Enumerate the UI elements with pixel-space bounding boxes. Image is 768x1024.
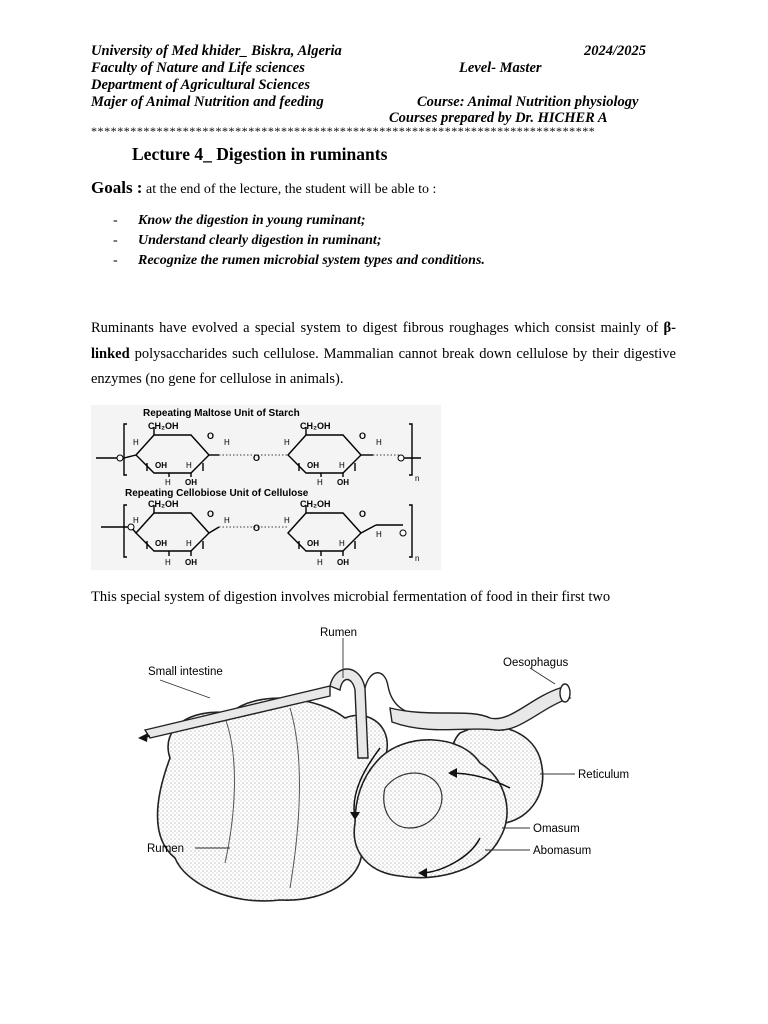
svg-text:H: H: [165, 478, 171, 487]
label-abomasum: Abomasum: [533, 845, 592, 857]
svg-text:H: H: [376, 438, 382, 447]
svg-text:OH: OH: [155, 539, 167, 548]
svg-text:OH: OH: [337, 558, 349, 567]
svg-text:OH: OH: [307, 539, 319, 548]
svg-text:H: H: [339, 539, 345, 548]
label-oesophagus: Oesophagus: [503, 657, 569, 669]
svg-text:O: O: [359, 509, 367, 519]
svg-text:OH: OH: [185, 558, 197, 567]
svg-text:OH: OH: [337, 478, 349, 487]
starch-title: Repeating Maltose Unit of Starch: [143, 408, 300, 419]
goals-intro: at the end of the lecture, the student will be able to :: [145, 182, 437, 197]
starch-cellulose-figure: [91, 405, 441, 570]
svg-text:H: H: [317, 558, 323, 567]
header-course: Course: Animal Nutrition physiology: [417, 94, 639, 110]
svg-text:O: O: [253, 453, 261, 463]
label-small-intestine: Small intestine: [148, 666, 223, 678]
cellulose-title: Repeating Cellobiose Unit of Cellulose: [125, 488, 309, 499]
header-separator: *****************************************************************************: [91, 124, 596, 138]
goals-label: Goals :: [91, 178, 143, 197]
goals-list: [113, 211, 485, 271]
svg-text:O: O: [207, 509, 215, 519]
goal-item: - Know the digestion in young ruminant;: [113, 213, 366, 228]
oesophagus-tube: [390, 688, 570, 730]
svg-text:H: H: [186, 461, 192, 470]
header-level: Level- Master: [459, 60, 542, 76]
svg-text:CH₂OH: CH₂OH: [148, 499, 179, 509]
beta-linked-term: β-linked: [91, 320, 676, 362]
label-omasum: Omasum: [533, 823, 580, 835]
svg-text:n: n: [415, 474, 420, 483]
svg-text:O: O: [253, 523, 261, 533]
svg-text:H: H: [186, 539, 192, 548]
svg-text:H: H: [224, 438, 230, 447]
header-university: University of Med khider_ Biskra, Algeria: [91, 43, 342, 59]
svg-text:OH: OH: [155, 461, 167, 470]
intro-paragraph: Ruminants have evolved a special system to digest fibrous roughages which consist mainly of β-linked polysaccharides such cellulose. Mammalian cannot break down cellulose by their digestive enzymes (no gene for cellulose in animals).: [91, 320, 676, 387]
svg-text:CH₂OH: CH₂OH: [300, 499, 331, 509]
header-department: Department of Agricultural Sciences: [91, 77, 310, 93]
svg-text:OH: OH: [185, 478, 197, 487]
svg-text:CH₂OH: CH₂OH: [148, 421, 179, 431]
svg-text:H: H: [284, 438, 290, 447]
svg-text:OH: OH: [307, 461, 319, 470]
svg-text:H: H: [376, 530, 382, 539]
goal-item: - Recognize the rumen microbial system types and conditions.: [113, 253, 485, 268]
goal-item: - Understand clearly digestion in ruminant;: [113, 233, 382, 248]
svg-text:H: H: [284, 516, 290, 525]
svg-text:n: n: [415, 554, 420, 563]
label-rumen-left: Rumen: [147, 843, 185, 855]
header-major: Majer of Animal Nutrition and feeding: [91, 94, 324, 110]
svg-text:CH₂OH: CH₂OH: [300, 421, 331, 431]
label-rumen-top: Rumen: [320, 627, 358, 639]
header-prepared-by: Courses prepared by Dr. HICHER A: [389, 110, 608, 126]
digestion-paragraph: This special system of digestion involves microbial fermentation of food in their first two: [91, 589, 611, 605]
ruminant-stomach-figure: [130, 618, 640, 908]
goals-line: [91, 178, 436, 198]
header-faculty: Faculty of Nature and Life sciences: [91, 60, 305, 76]
ruminant-stomach-diagram: [130, 618, 640, 908]
lecture-title: Lecture 4_ Digestion in ruminants: [132, 144, 388, 164]
svg-text:H: H: [165, 558, 171, 567]
svg-text:H: H: [339, 461, 345, 470]
svg-text:O: O: [359, 431, 367, 441]
svg-text:H: H: [224, 516, 230, 525]
svg-text:O: O: [207, 431, 215, 441]
label-reticulum: Reticulum: [578, 769, 630, 781]
header-year: 2024/2025: [584, 43, 647, 59]
starch-cellulose-diagram: [91, 405, 441, 570]
svg-text:H: H: [133, 438, 139, 447]
svg-text:H: H: [317, 478, 323, 487]
svg-text:H: H: [133, 516, 139, 525]
